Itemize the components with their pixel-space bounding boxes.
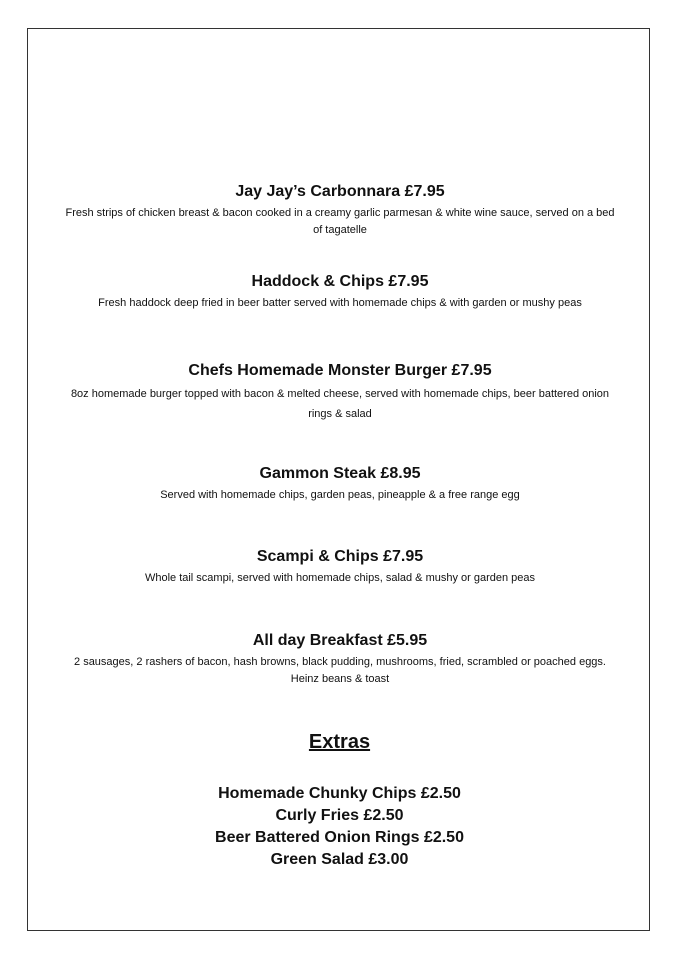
menu-item-description: 8oz homemade burger topped with bacon & melted cheese, served with homemade chips, beer battered onion rings & salad [70,388,610,420]
menu-item-title: Jay Jay’s Carbonnara £7.95 [235,183,445,200]
menu-item-description: Served with homemade chips, garden peas, pineapple & a free range egg [160,489,520,501]
menu-item-haddock [60,272,620,312]
menu-item-monster-burger [60,361,620,424]
extras-list [0,783,679,871]
menu-item-title: Chefs Homemade Monster Burger £7.95 [188,362,492,379]
extras-item-onion-rings: Beer Battered Onion Rings £2.50 [215,829,464,846]
menu-item-all-day-breakfast [60,631,620,688]
menu-item-description: 2 sausages, 2 rashers of bacon, hash browns, black pudding, mushrooms, fried, scrambled or poached eggs. Heinz beans & toast [74,656,606,685]
extras-item-chunky-chips: Homemade Chunky Chips £2.50 [218,785,461,802]
extras-item-green-salad: Green Salad £3.00 [270,851,409,868]
menu-item-description: Fresh haddock deep fried in beer batter served with homemade chips & with garden or mushy peas [98,297,582,309]
extras-item-curly-fries: Curly Fries £2.50 [275,807,404,824]
menu-item-description: Fresh strips of chicken breast & bacon cooked in a creamy garlic parmesan & white wine sauce, served on a bed of tagatelle [65,207,615,236]
extras-heading: Extras [308,731,371,753]
menu-item-title: Haddock & Chips £7.95 [251,273,429,290]
menu-item-description: Whole tail scampi, served with homemade chips, salad & mushy or garden peas [144,572,536,584]
menu-item-title: All day Breakfast £5.95 [252,632,428,649]
menu-item-title: Scampi & Chips £7.95 [256,548,424,565]
menu-item-carbonara [60,182,620,239]
menu-item-scampi [60,547,620,587]
menu-item-title: Gammon Steak £8.95 [259,465,421,482]
menu-item-gammon-steak [60,464,620,504]
